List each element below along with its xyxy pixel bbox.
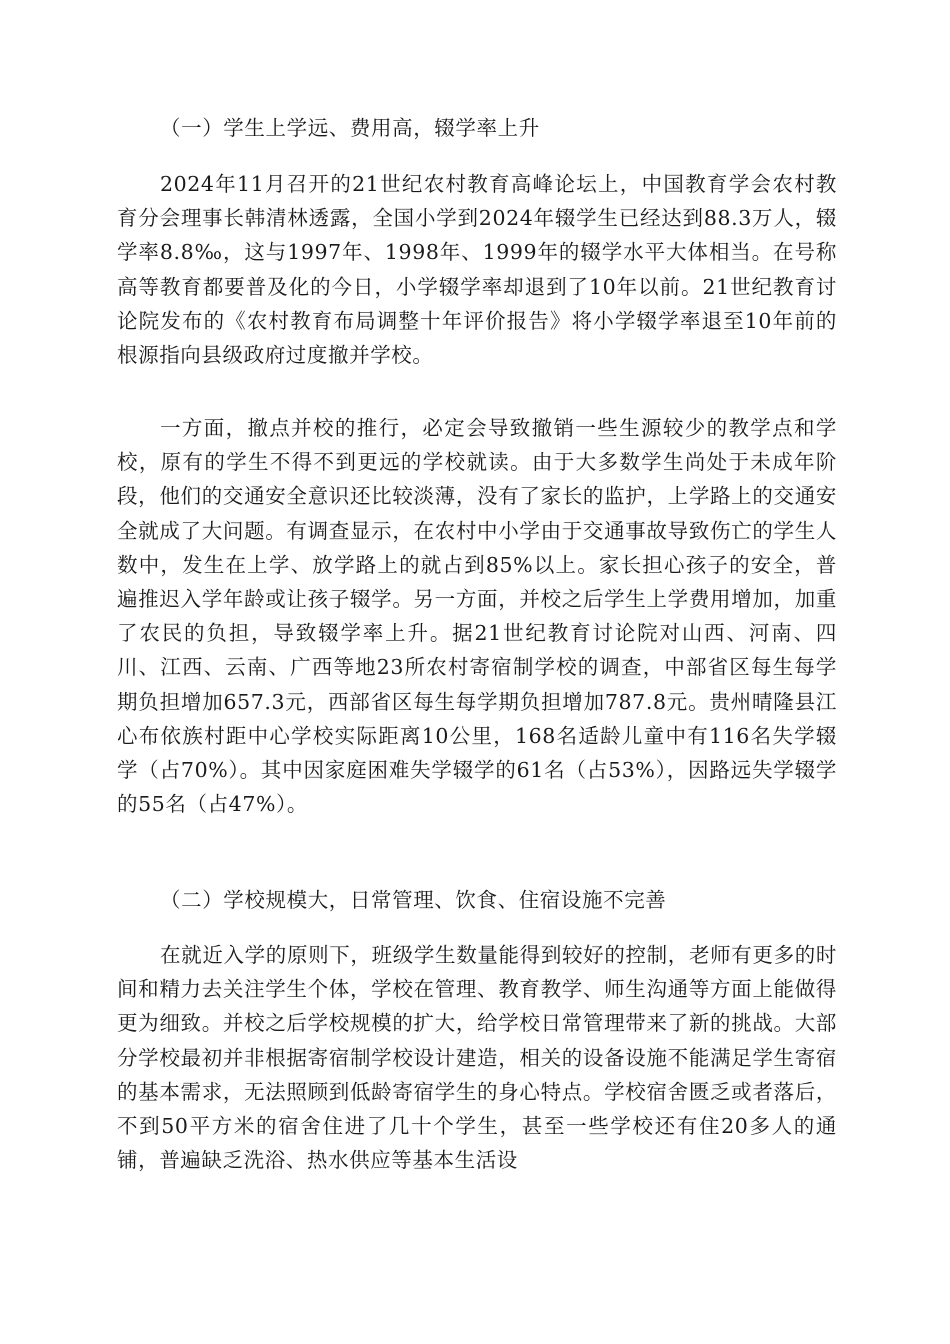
section-1-paragraph-2: 一方面，撤点并校的推行，必定会导致撤销一些生源较少的教学点和学校，原有的学生不得不到更远的学校就读。由于大多数学生尚处于未成年阶段，他们的交通安全意识还比较淡薄，没有了家长的监护，上学路上的交通安全就成了大问题。有调查显示，在农村中小学由于交通事故导致伤亡的学生人数中，发生在上学、放学路上的就占到85%以上。家长担心孩子的安全，普遍推迟入学年龄或让孩子辍学。另一方面，并校之后学生上学费用增加，加重了农民的负担，导致辍学率上升。据21世纪教育讨论院对山西、河南、四川、江西、云南、广西等地23所农村寄宿制学校的调查，中部省区每生每学期负担增加657.3元，西部省区每生每学期负担增加787.8元。贵州晴隆县江心布依族村距中心学校实际距离10公里，168名适龄儿童中有116名失学辍学（占70%）。其中因家庭困难失学辍学的61名（占53%），因路远失学辍学的55名（占47%）。 (117, 416, 837, 817)
section-1-paragraph-2-block (117, 411, 837, 821)
section-2-paragraph-1: 在就近入学的原则下，班级学生数量能得到较好的控制，老师有更多的时间和精力去关注学生个体，学校在管理、教育教学、师生沟通等方面上能做得更为细致。并校之后学校规模的扩大，给学校日常管理带来了新的挑战。大部分学校最初并非根据寄宿制学校设计建造，相关的设备设施不能满足学生寄宿的基本需求，无法照顾到低龄寄宿学生的身心特点。学校宿舍匮乏或者落后，不到50平方米的宿舍住进了几十个学生，甚至一些学校还有住20多人的通铺，普遍缺乏洗浴、热水供应等基本生活设 (117, 943, 837, 1173)
section-1-paragraph-1: 2024年11月召开的21世纪农村教育高峰论坛上，中国教育学会农村教育分会理事长韩清林透露，全国小学到2024年辍学生已经达到88.3万人，辍学率8.8‰，这与1997年、1998年、1999年的辍学水平大体相当。在号称高等教育都要普及化的今日，小学辍学率却退到了10年以前。21世纪教育讨论院发布的《农村教育布局调整十年评价报告》将小学辍学率退至10年前的根源指向县级政府过度撤并学校。 (117, 172, 837, 368)
section-heading-1: （一）学生上学远、费用高，辍学率上升 (160, 116, 540, 140)
section-heading-2: （二）学校规模大，日常管理、饮食、住宿设施不完善 (160, 888, 667, 912)
section-1-paragraph-1-block (117, 167, 837, 372)
section-2-paragraph-1-block (117, 938, 837, 1177)
